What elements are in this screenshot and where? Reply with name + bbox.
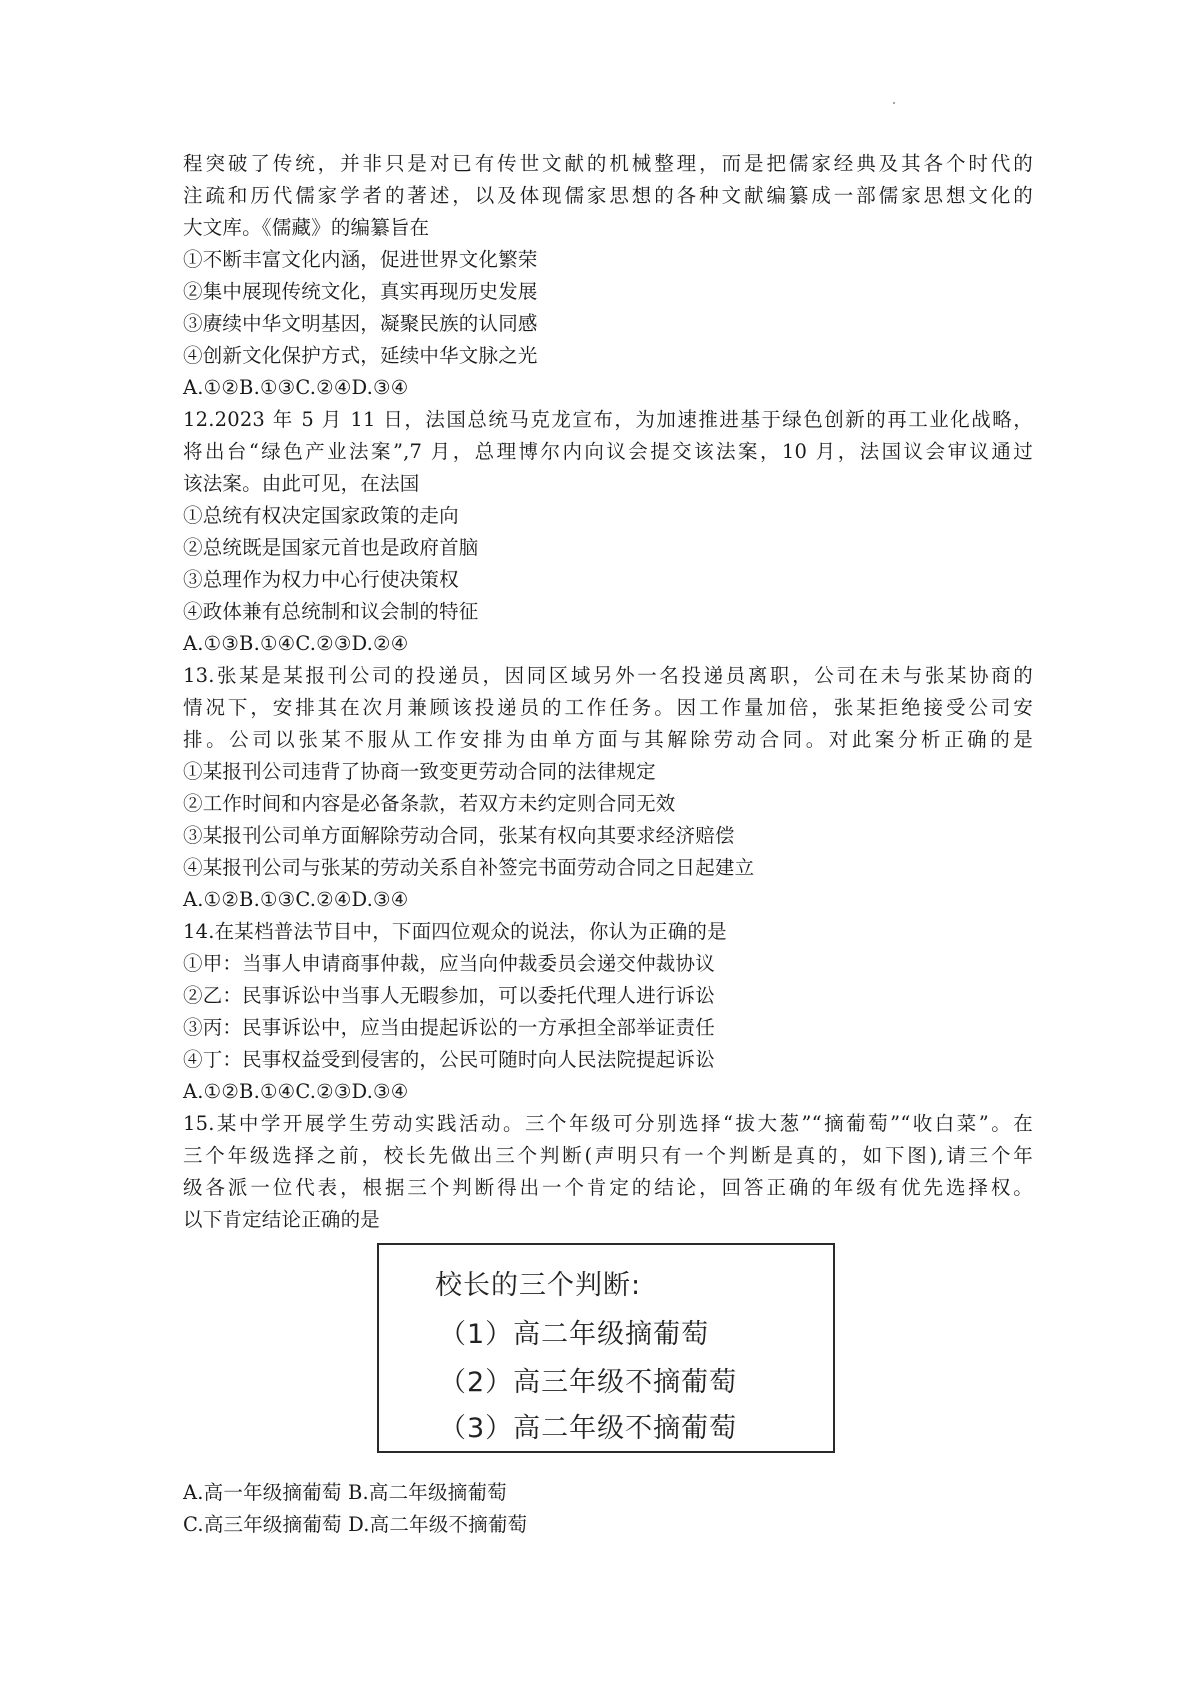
option-2: ②总统既是国家元首也是政府首脑 [183,536,479,559]
question-13-line: 13.张某是某报刊公司的投递员，因同区域另外一名投递员离职，公司在未与张某协商的 [183,664,1033,687]
option-4: ④创新文化保护方式，延续中华文脉之光 [183,344,538,367]
text-line: 大文库。《儒藏》的编纂旨在 [183,216,430,239]
answer-choices: A.①②B.①③C.②④D.③④ [183,888,409,911]
text-line: 注疏和历代儒家学者的著述，以及体现儒家思想的各种文献编纂成一部儒家思想文化的 [183,184,1033,207]
judgment-1: （1）高二年级摘葡萄 [439,1319,710,1350]
option-2: ②集中展现传统文化，真实再现历史发展 [183,280,538,303]
scan-speck [893,102,895,104]
question-13-line: 排。公司以张某不服从工作安排为由单方面与其解除劳动合同。对此案分析正确的是 [183,728,1033,751]
answer-choices: A.①③B.①④C.②③D.②④ [183,632,409,655]
answer-choices-ab: A.高一年级摘葡萄 B.高二年级摘葡萄 [183,1481,507,1504]
question-13-line: 情况下，安排其在次月兼顾该投递员的工作任务。因工作量加倍，张某拒绝接受公司安 [183,696,1033,719]
question-14-line: 14.在某档普法节目中，下面四位观众的说法，你认为正确的是 [183,920,727,943]
question-12-line: 12.2023 年 5 月 11 日，法国总统马克龙宣布，为加速推进基于绿色创新的再工业化战略， [183,408,1033,431]
question-15-line: 以下肯定结论正确的是 [183,1208,381,1231]
question-15-line: 15.某中学开展学生劳动实践活动。三个年级可分别选择“拔大葱”“摘葡萄”“收白菜”。在 [183,1112,1033,1135]
answer-choices: A.①②B.①③C.②④D.③④ [183,376,409,399]
option-1: ①甲：当事人申请商事仲裁，应当向仲裁委员会递交仲裁协议 [183,952,715,975]
question-15-line: 三个年级选择之前，校长先做出三个判断(声明只有一个判断是真的，如下图),请三个年 [183,1144,1033,1167]
question-12-line: 将出台“绿色产业法案”,7 月，总理博尔内向议会提交该法案，10 月，法国议会审议通过 [183,440,1033,463]
answer-choices: A.①②B.①④C.②③D.③④ [183,1080,409,1103]
answer-choices-cd: C.高三年级摘葡萄 D.高二年级不摘葡萄 [183,1513,528,1536]
option-1: ①总统有权决定国家政策的走向 [183,504,459,527]
option-3: ③赓续中华文明基因，凝聚民族的认同感 [183,312,538,335]
principal-judgments-box [377,1243,835,1453]
option-3: ③丙：民事诉讼中，应当由提起诉讼的一方承担全部举证责任 [183,1016,715,1039]
option-3: ③总理作为权力中心行使决策权 [183,568,459,591]
question-12-line: 该法案。由此可见，在法国 [183,472,420,495]
option-1: ①不断丰富文化内涵，促进世界文化繁荣 [183,248,538,271]
text-line: 程突破了传统，并非只是对已有传世文献的机械整理，而是把儒家经典及其各个时代的 [183,152,1033,175]
option-4: ④丁：民事权益受到侵害的，公民可随时向人民法院提起诉讼 [183,1048,715,1071]
option-2: ②工作时间和内容是必备条款，若双方未约定则合同无效 [183,792,676,815]
option-3: ③某报刊公司单方面解除劳动合同，张某有权向其要求经济赔偿 [183,824,735,847]
option-2: ②乙：民事诉讼中当事人无暇参加，可以委托代理人进行诉讼 [183,984,715,1007]
question-text [183,148,1033,1236]
option-4: ④某报刊公司与张某的劳动关系自补签完书面劳动合同之日起建立 [183,856,755,879]
judgment-3: （3）高二年级不摘葡萄 [439,1413,738,1444]
option-1: ①某报刊公司违背了协商一致变更劳动合同的法律规定 [183,760,656,783]
question-15-answers [183,1477,1033,1541]
judgment-2: （2）高三年级不摘葡萄 [439,1367,738,1398]
box-title: 校长的三个判断: [435,1270,642,1301]
option-4: ④政体兼有总统制和议会制的特征 [183,600,479,623]
question-15-line: 级各派一位代表，根据三个判断得出一个肯定的结论，回答正确的年级有优先选择权。 [183,1176,1033,1199]
